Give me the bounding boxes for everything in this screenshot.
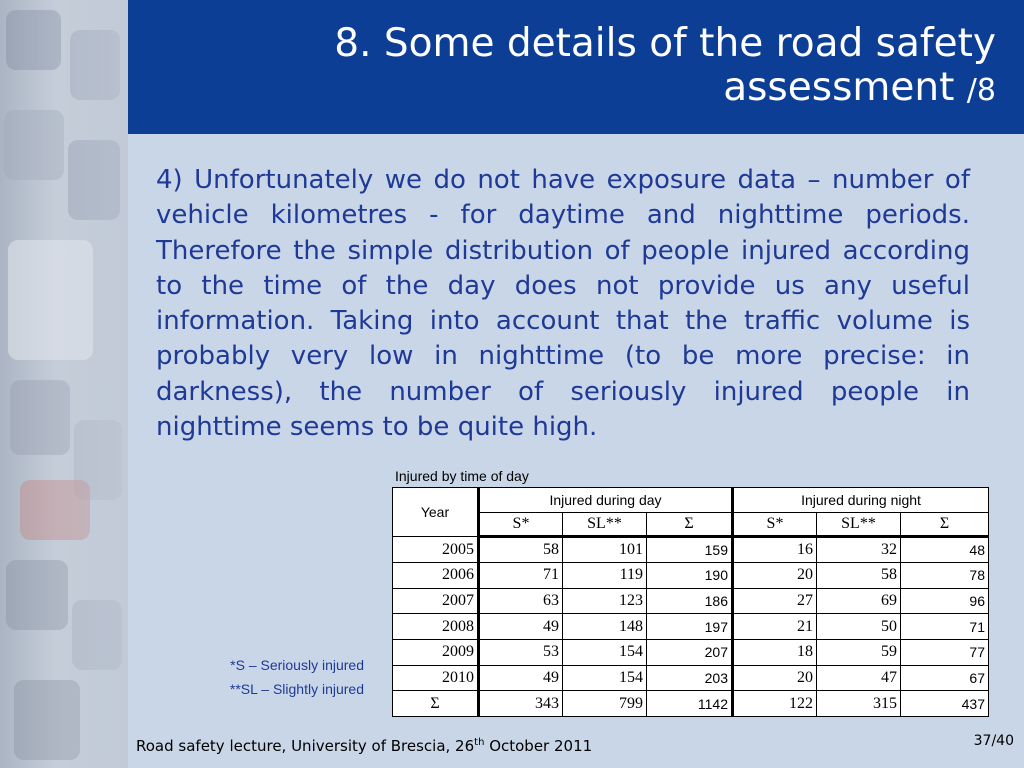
- value-cell: 1142: [647, 691, 733, 717]
- value-cell: 207: [647, 639, 733, 665]
- value-cell: 315: [817, 691, 901, 717]
- value-cell: 69: [817, 588, 901, 614]
- title-bar: [128, 0, 1024, 134]
- table-row: [393, 562, 989, 588]
- slide-title-suffix: /8: [966, 73, 996, 108]
- value-cell: 67: [901, 665, 989, 691]
- value-cell: 154: [563, 665, 647, 691]
- value-cell: 48: [901, 537, 989, 563]
- footnote-seriously: *S – Seriously injured: [230, 657, 364, 673]
- value-cell: 203: [647, 665, 733, 691]
- value-cell: 49: [479, 665, 563, 691]
- slide-title-text: 8. Some details of the road safety assessment: [334, 21, 996, 110]
- year-cell: 2010: [393, 665, 479, 691]
- injured-table: [392, 487, 989, 717]
- value-cell: 21: [733, 614, 817, 640]
- value-cell: 47: [817, 665, 901, 691]
- value-cell: 190: [647, 562, 733, 588]
- value-cell: 58: [817, 562, 901, 588]
- year-cell: 2006: [393, 562, 479, 588]
- year-cell: 2007: [393, 588, 479, 614]
- value-cell: 59: [817, 639, 901, 665]
- day-header: Injured during day: [479, 488, 733, 513]
- sub-header: Σ: [901, 512, 989, 537]
- value-cell: 96: [901, 588, 989, 614]
- sub-header: S*: [733, 512, 817, 537]
- year-cell: Σ: [393, 691, 479, 717]
- slide-title: [128, 22, 996, 113]
- value-cell: 18: [733, 639, 817, 665]
- table-row: [393, 665, 989, 691]
- decorative-traffic-photo: [0, 0, 128, 768]
- sub-header: Σ: [647, 512, 733, 537]
- value-cell: 77: [901, 639, 989, 665]
- value-cell: 159: [647, 537, 733, 563]
- value-cell: 20: [733, 562, 817, 588]
- night-header: Injured during night: [733, 488, 989, 513]
- value-cell: 799: [563, 691, 647, 717]
- table-row: [393, 614, 989, 640]
- value-cell: 343: [479, 691, 563, 717]
- value-cell: 71: [901, 614, 989, 640]
- footer: [136, 737, 592, 755]
- value-cell: 197: [647, 614, 733, 640]
- value-cell: 16: [733, 537, 817, 563]
- sub-header: SL**: [817, 512, 901, 537]
- value-cell: 58: [479, 537, 563, 563]
- value-cell: 32: [817, 537, 901, 563]
- sub-header: S*: [479, 512, 563, 537]
- value-cell: 437: [901, 691, 989, 717]
- value-cell: 122: [733, 691, 817, 717]
- value-cell: 53: [479, 639, 563, 665]
- value-cell: 119: [563, 562, 647, 588]
- year-header: Year: [393, 488, 479, 537]
- value-cell: 148: [563, 614, 647, 640]
- value-cell: 101: [563, 537, 647, 563]
- value-cell: 50: [817, 614, 901, 640]
- value-cell: 154: [563, 639, 647, 665]
- table-row: [393, 588, 989, 614]
- year-cell: 2008: [393, 614, 479, 640]
- value-cell: 63: [479, 588, 563, 614]
- table-row: [393, 639, 989, 665]
- body-paragraph: 4) Unfortunately we do not have exposure data – number of vehicle kilometres - for daytime and nighttime periods. Therefore the simple distribution of people injured according to the time of the day does not provide us any useful information. Taking into account that the traffic volume is probably very low in nighttime (to be more precise: in darkness), the number of seriously injured people in nighttime seems to be quite high.: [156, 165, 970, 443]
- footer-sup: th: [474, 737, 485, 748]
- sub-header: SL**: [563, 512, 647, 537]
- value-cell: 123: [563, 588, 647, 614]
- value-cell: 186: [647, 588, 733, 614]
- table-body: [393, 537, 989, 717]
- year-cell: 2005: [393, 537, 479, 563]
- table-caption: Injured by time of day: [395, 468, 529, 484]
- value-cell: 49: [479, 614, 563, 640]
- table-row: [393, 691, 989, 717]
- table-row: [393, 537, 989, 563]
- value-cell: 78: [901, 562, 989, 588]
- footer-text: Road safety lecture, University of Brescia, 26: [136, 737, 475, 755]
- footer-text-end: October 2011: [484, 737, 593, 755]
- year-cell: 2009: [393, 639, 479, 665]
- value-cell: 20: [733, 665, 817, 691]
- page-number: 37/40: [973, 733, 1014, 749]
- value-cell: 27: [733, 588, 817, 614]
- value-cell: 71: [479, 562, 563, 588]
- footnote-slightly: **SL – Slightly injured: [229, 681, 364, 697]
